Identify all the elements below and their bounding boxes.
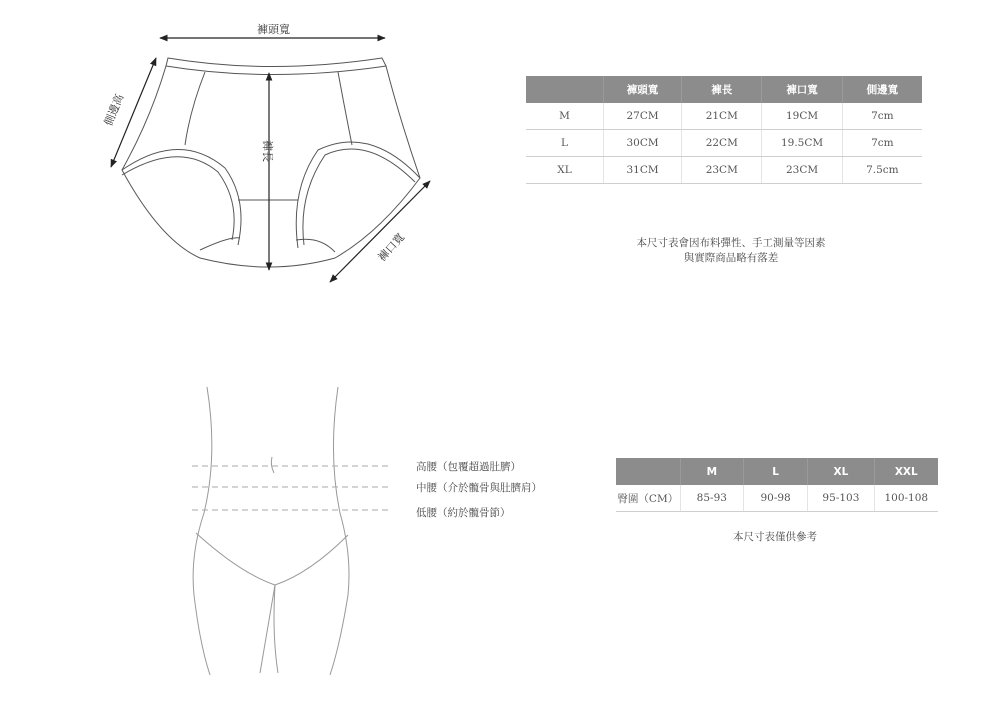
waist-width-label: 褲頭寬 <box>257 23 290 36</box>
table-cell: M <box>526 103 603 130</box>
size-note-line: 與實際商品略有落差 <box>683 252 779 264</box>
table-row <box>526 130 922 157</box>
mid-waist-label: 中腰（介於髖骨與肚臍肩） <box>416 482 542 494</box>
table-header-cell: 褲口寬 <box>762 76 842 103</box>
size-note-line: 本尺寸表會因布料彈性、手工測量等因素 <box>636 237 826 249</box>
leg-opening-label: 褲口寬 <box>375 230 408 265</box>
table-cell: 90-98 <box>743 485 807 512</box>
table-cell: 23CM <box>682 157 762 184</box>
table-header-cell: 側邊寬 <box>842 76 922 103</box>
table-cell: 臀圍（CM） <box>616 485 680 512</box>
table-cell: L <box>526 130 603 157</box>
table-cell: XL <box>526 157 603 184</box>
size-note-line: 本尺寸表僅供參考 <box>733 531 817 543</box>
table-cell: 22CM <box>682 130 762 157</box>
table-cell: 7cm <box>842 103 922 130</box>
body-right-outline <box>330 387 349 675</box>
table-header-cell <box>526 76 603 103</box>
table-row <box>526 157 922 184</box>
table-cell: 19CM <box>762 103 842 130</box>
table-header-cell: XL <box>808 458 874 485</box>
table-cell: 27CM <box>603 103 681 130</box>
table-cell: 95-103 <box>808 485 874 512</box>
table-cell: 85-93 <box>680 485 743 512</box>
side-height-label: 側邊高 <box>101 92 127 128</box>
table-header-cell: 褲頭寬 <box>603 76 681 103</box>
table-cell: 30CM <box>603 130 681 157</box>
table-header-cell: 褲長 <box>682 76 762 103</box>
table-header-row <box>616 458 938 485</box>
underwear-outline <box>196 533 348 585</box>
table-cell: 7cm <box>842 130 922 157</box>
waistband-outline <box>166 58 386 75</box>
table-header-cell: M <box>680 458 743 485</box>
body-left-outline <box>193 387 212 675</box>
table-cell: 100-108 <box>874 485 938 512</box>
table-cell: 31CM <box>603 157 681 184</box>
table-header-row <box>526 76 922 103</box>
table-header-cell: XXL <box>874 458 938 485</box>
low-waist-label: 低腰（約於髖骨節） <box>416 507 511 519</box>
size-note-1 <box>590 236 872 266</box>
table-row <box>616 485 938 512</box>
size-table-1 <box>526 76 922 184</box>
table-cell: 7.5cm <box>842 157 922 184</box>
table-cell: 21CM <box>682 103 762 130</box>
leg-opening-arrow <box>330 181 430 282</box>
table-header-cell <box>616 458 680 485</box>
size-table-2 <box>616 458 938 512</box>
table-cell: 23CM <box>762 157 842 184</box>
high-waist-label: 高腰（包覆超過肚臍） <box>416 461 521 473</box>
briefs-diagram <box>0 0 470 300</box>
body-diagram <box>180 385 410 685</box>
table-row <box>526 103 922 130</box>
table-header-cell: L <box>743 458 807 485</box>
navel <box>271 457 274 473</box>
table-cell: 19.5CM <box>762 130 842 157</box>
size-note-2 <box>680 530 870 545</box>
length-label: 褲長 <box>261 140 274 162</box>
